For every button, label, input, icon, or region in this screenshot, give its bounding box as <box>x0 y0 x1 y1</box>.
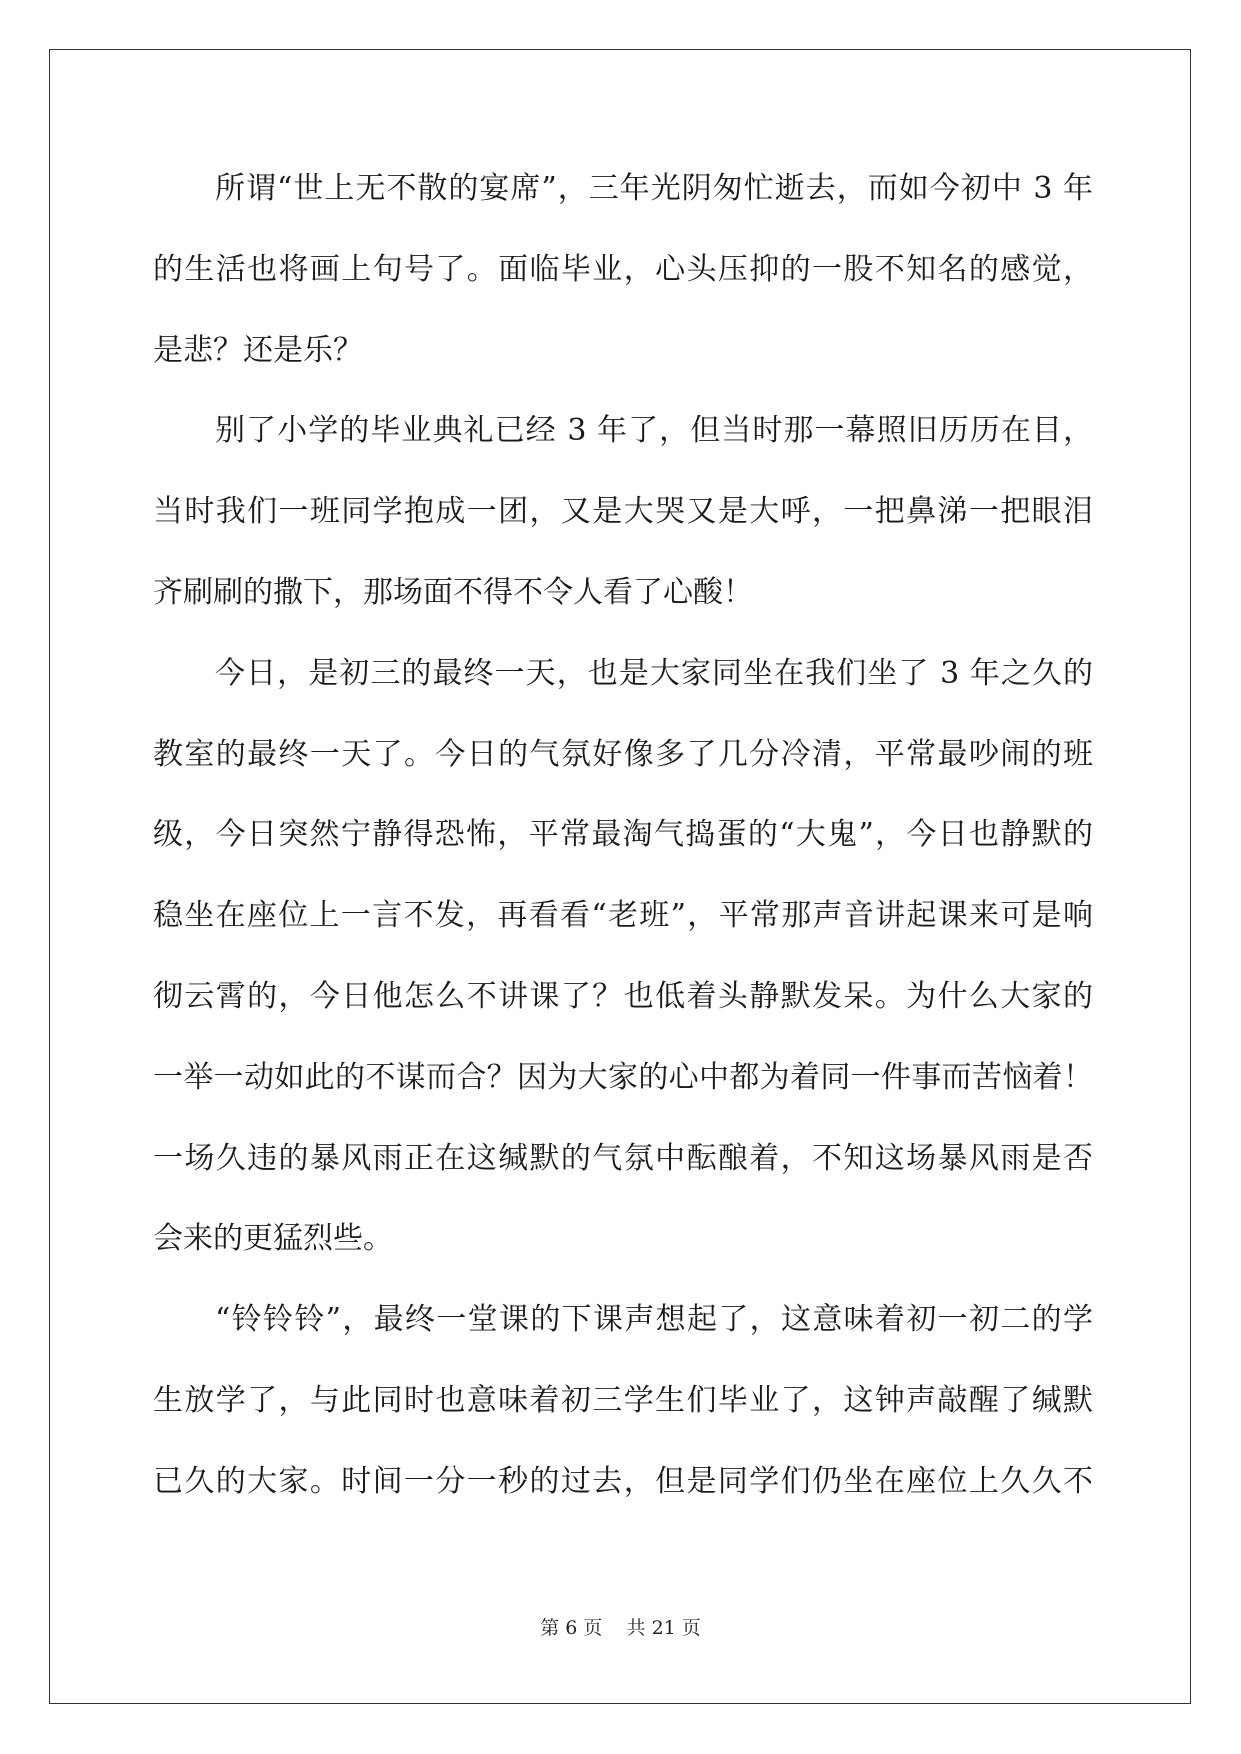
text-line: 是悲？还是乐？ <box>153 332 363 368</box>
document-body <box>153 163 1093 1537</box>
text-line: 今日，是初三的最终一天，也是大家同坐在我们坐了 3 年之久的 <box>215 655 1093 691</box>
text-line: 当时我们一班同学抱成一团，又是大哭又是大呼，一把鼻涕一把眼泪 <box>153 494 1093 530</box>
page-number-footer: 第 6 页 共 21 页 <box>540 1617 701 1639</box>
text-line: 稳坐在座位上一言不发，再看看“老班”，平常那声音讲起课来可是响 <box>153 898 1093 934</box>
text-line: 会来的更猛烈些。 <box>153 1221 393 1257</box>
text-line: 别了小学的毕业典礼已经 3 年了，但当时那一幕照旧历历在目， <box>215 413 1093 449</box>
text-line: 彻云霄的，今日他怎么不讲课了？也低着头静默发呆。为什么大家的 <box>153 978 1093 1014</box>
text-line: 一场久违的暴风雨正在这缄默的气氛中酝酿着，不知这场暴风雨是否 <box>153 1140 1093 1176</box>
text-line: 已久的大家。时间一分一秒的过去，但是同学们仍坐在座位上久久不 <box>153 1463 1093 1499</box>
text-line: 的生活也将画上句号了。面临毕业，心头压抑的一股不知名的感觉， <box>153 251 1093 287</box>
text-line: 教室的最终一天了。今日的气氛好像多了几分冷清，平常最吵闹的班 <box>153 736 1093 772</box>
text-line: “铃铃铃”，最终一堂课的下课声想起了，这意味着初一初二的学 <box>215 1302 1093 1338</box>
text-line: 齐刷刷的撒下，那场面不得不令人看了心酸！ <box>153 574 753 610</box>
text-line: 生放学了，与此同时也意味着初三学生们毕业了，这钟声敲醒了缄默 <box>153 1382 1093 1418</box>
text-line: 一举一动如此的不谋而合？因为大家的心中都为着同一件事而苦恼着！ <box>153 1059 1093 1095</box>
text-line: 级，今日突然宁静得恐怖，平常最淘气捣蛋的“大鬼”，今日也静默的 <box>153 817 1093 853</box>
text-line: 所谓“世上无不散的宴席”，三年光阴匆忙逝去，而如今初中 3 年 <box>215 171 1093 206</box>
